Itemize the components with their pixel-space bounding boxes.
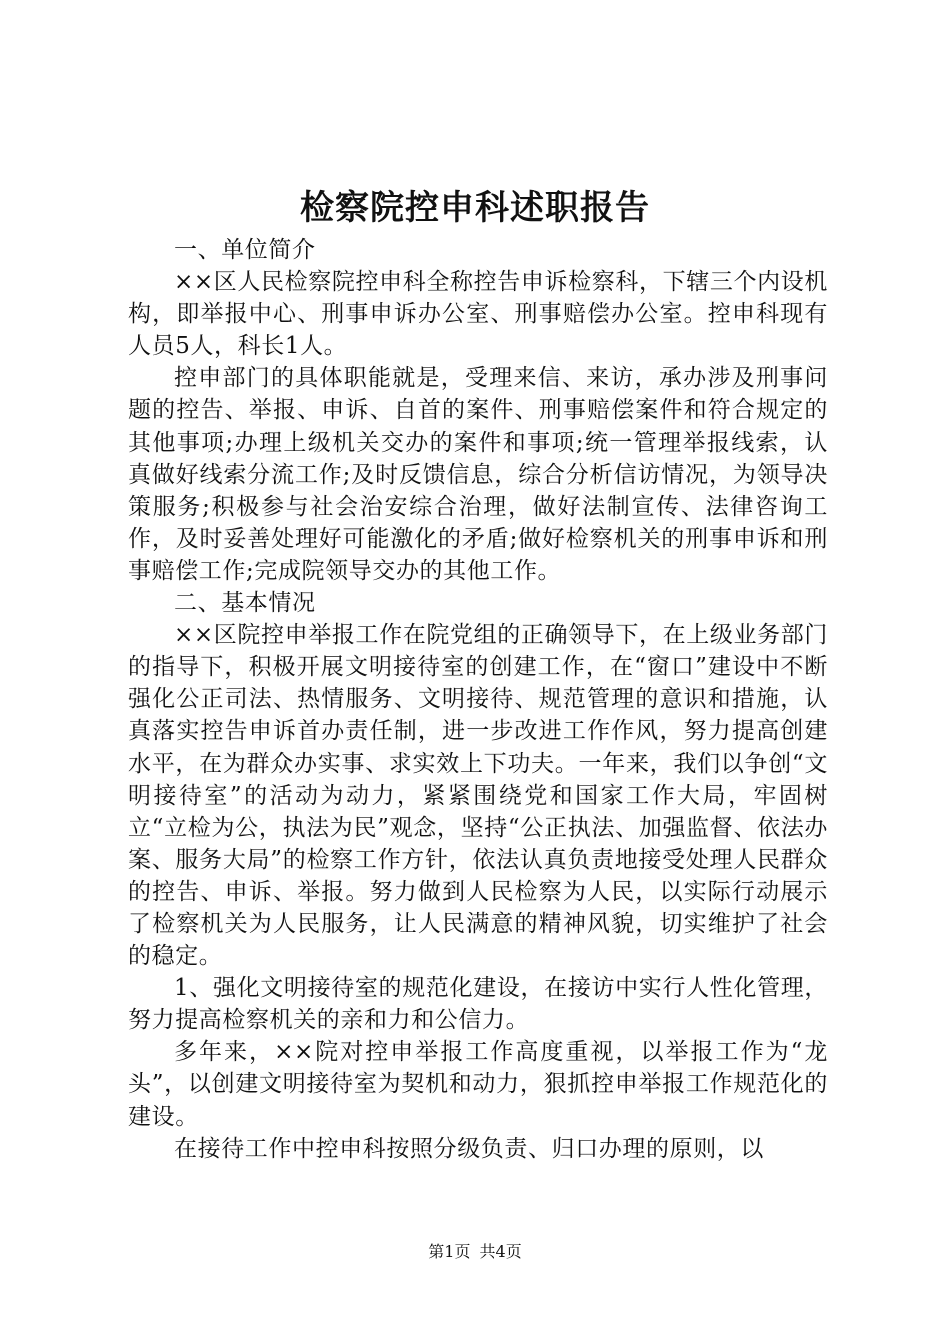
paragraph-reception: 在接待工作中控申科按照分级负责、归口办理的原则，以 — [174, 1135, 764, 1162]
section-heading-intro: 一、单位简介 — [174, 237, 316, 263]
paragraph-basic-situation: ××区院控申举报工作在院党组的正确领导下，在上级业务部门的指导下，积极开展文明接待室的创建工作，在“窗口”建设中不断强化公正司法、热情服务、文明接待、规范管理的意识和措施，认真落实控告申诉首办责任制，进一步改进工作作风，努力提高创建水平，在为群众办实事、求实效上下功夫。一年来，我们以争创“文明接待室”的活动为动力，紧紧围绕党和国家工作大局，牢固树立“立检为公，执法为民”观念，坚持“公正执法、加强监督、依法办案、服务大局”的检察工作方针，依法认真负责地接受处理人民群众的控告、申诉、举报。努力做到人民检察为人民，以实际行动展示了检察机关为人民服务，让人民满意的精神风貌，切实维护了社会的稳定。 — [128, 622, 828, 970]
paragraph-item-1: 1、强化文明接待室的规范化建设，在接访中实行人性化管理，努力提高检察机关的亲和力和公信力。 — [128, 975, 828, 1034]
paragraph-unit-overview: ××区人民检察院控申科全称控告申诉检察科，下辖三个内设机构，即举报中心、刑事申诉办公室、刑事赔偿办公室。控申科现有人员5人，科长1人。 — [128, 269, 828, 360]
document-title: 检察院控申科述职报告 — [300, 188, 650, 228]
section-heading-basic: 二、基本情况 — [174, 590, 316, 617]
page-footer — [0, 1240, 950, 1264]
page-total: 共4页 — [479, 1242, 522, 1261]
paragraph-years: 多年来，××院对控申举报工作高度重视，以举报工作为“龙头”，以创建文明接待室为契机和动力，狠抓控申举报工作规范化的建设。 — [128, 1039, 828, 1130]
paragraph-duties: 控申部门的具体职能就是，受理来信、来访，承办涉及刑事问题的控告、举报、申诉、自首的案件、刑事赔偿案件和符合规定的其他事项;办理上级机关交办的案件和事项;统一管理举报线索，认真做好线索分流工作;及时反馈信息，综合分析信访情况，为领导决策服务;积极参与社会治安综合治理，做好法制宣传、法律咨询工作，及时妥善处理好可能激化的矛盾;做好检察机关的刑事申诉和刑事赔偿工作;完成院领导交办的其他工作。 — [128, 365, 828, 584]
document-body — [128, 234, 828, 1165]
page-number: 第1页 — [428, 1242, 471, 1261]
